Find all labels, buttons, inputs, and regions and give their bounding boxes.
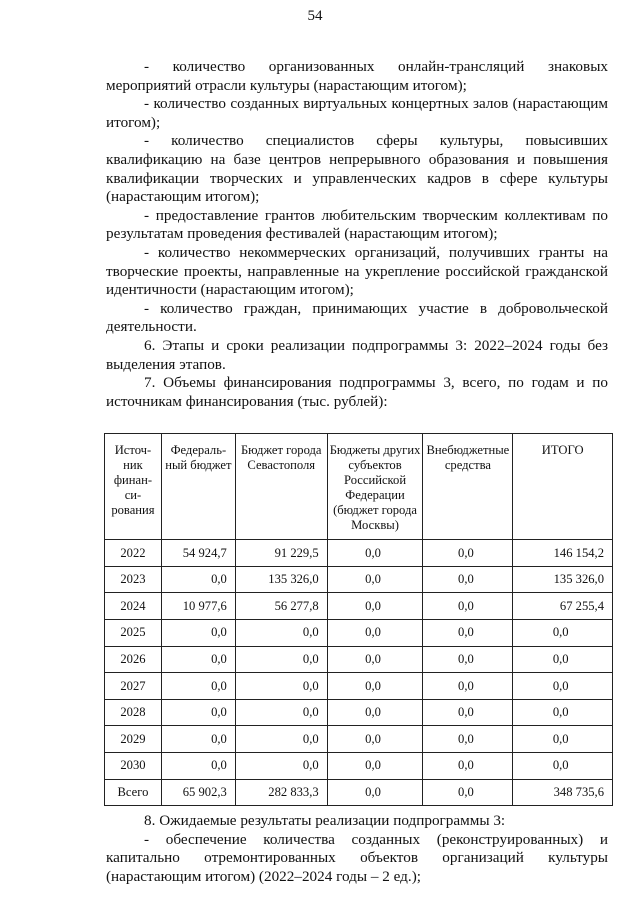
cell-sevastopol: 0,0 — [235, 620, 327, 647]
list-item-volunteers: - количество граждан, принимающих участие в добровольческой деятельности. — [106, 299, 608, 336]
table-row — [105, 673, 613, 700]
cell-total: 0,0 — [513, 673, 613, 700]
table-row — [105, 620, 613, 647]
header-source: Источ-ник финан-си-рования — [105, 434, 162, 540]
header-total: ИТОГО — [513, 434, 613, 540]
table-row — [105, 540, 613, 567]
document-body — [106, 58, 608, 887]
cell-other: 0,0 — [327, 646, 423, 673]
cell-total: 67 255,4 — [513, 593, 613, 620]
section-6-stages: 6. Этапы и сроки реализации подпрограммы 3: 2022–2024 годы без выделения этапов. — [106, 336, 608, 373]
cell-year: 2027 — [105, 673, 162, 700]
cell-other: 0,0 — [327, 753, 423, 780]
cell-federal: 0,0 — [161, 620, 235, 647]
cell-sevastopol: 0,0 — [235, 699, 327, 726]
cell-federal: 0,0 — [161, 673, 235, 700]
cell-total: 348 735,6 — [513, 779, 613, 806]
cell-federal: 0,0 — [161, 699, 235, 726]
cell-extrabudgetary: 0,0 — [423, 593, 513, 620]
cell-extrabudgetary: 0,0 — [423, 566, 513, 593]
cell-sevastopol: 0,0 — [235, 646, 327, 673]
cell-extrabudgetary: 0,0 — [423, 779, 513, 806]
cell-other: 0,0 — [327, 779, 423, 806]
list-item-virtual-concert-halls: - количество созданных виртуальных концертных залов (нарастающим итогом); — [106, 95, 608, 131]
cell-federal: 54 924,7 — [161, 540, 235, 567]
cell-other: 0,0 — [327, 673, 423, 700]
cell-extrabudgetary: 0,0 — [423, 620, 513, 647]
cell-extrabudgetary: 0,0 — [423, 540, 513, 567]
table-row — [105, 726, 613, 753]
cell-sevastopol: 0,0 — [235, 753, 327, 780]
list-item-qualified-specialists: - количество специалистов сферы культуры, повысивших квалификацию на базе центров непрерывного образования и повышения квалификации творческих и управленческих кадров в сфере культуры (нарастающим итогом); — [106, 132, 608, 206]
list-item-nonprofit-grants: - количество некоммерческих организаций, получивших гранты на творческие проекты, направленные на укрепление российской гражданской идентичности (нарастающим итогом); — [106, 243, 608, 299]
cell-total: 0,0 — [513, 646, 613, 673]
cell-total: 0,0 — [513, 753, 613, 780]
cell-federal: 65 902,3 — [161, 779, 235, 806]
header-other-subjects: Бюджеты других субъектов Российской Федерации (бюджет города Москвы) — [327, 434, 423, 540]
cell-total: 0,0 — [513, 620, 613, 647]
cell-total: 0,0 — [513, 726, 613, 753]
cell-other: 0,0 — [327, 540, 423, 567]
table-row — [105, 646, 613, 673]
table-row-total — [105, 779, 613, 806]
cell-federal: 0,0 — [161, 726, 235, 753]
list-item-online-broadcasts: - количество организованных онлайн-трансляций знаковых мероприятий отрасли культуры (нарастающим итогом); — [106, 58, 608, 94]
funding-table — [104, 433, 613, 806]
cell-year: 2024 — [105, 593, 162, 620]
cell-other: 0,0 — [327, 566, 423, 593]
cell-sevastopol: 91 229,5 — [235, 540, 327, 567]
cell-sevastopol: 0,0 — [235, 673, 327, 700]
table-row — [105, 699, 613, 726]
cell-year: Всего — [105, 779, 162, 806]
header-extrabudgetary: Внебюджетные средства — [423, 434, 513, 540]
cell-year: 2023 — [105, 566, 162, 593]
header-sevastopol: Бюджет города Севастополя — [235, 434, 327, 540]
cell-extrabudgetary: 0,0 — [423, 699, 513, 726]
page-number: 54 — [307, 8, 323, 24]
cell-federal: 0,0 — [161, 646, 235, 673]
table-row — [105, 566, 613, 593]
list-item-grants-amateur-groups: - предоставление грантов любительским творческим коллективам по результатам проведения фестивалей (нарастающим итогом); — [106, 206, 608, 243]
cell-federal: 10 977,6 — [161, 593, 235, 620]
cell-year: 2029 — [105, 726, 162, 753]
list-item-culture-objects: - обеспечение количества созданных (реконструированных) и капитально отремонтированных объектов организаций культуры (нарастающим итогом) (2022–2024 годы – 2 ед.); — [106, 830, 608, 885]
cell-federal: 0,0 — [161, 566, 235, 593]
cell-total: 135 326,0 — [513, 566, 613, 593]
header-federal: Федераль-ный бюджет — [161, 434, 235, 540]
cell-total: 0,0 — [513, 699, 613, 726]
cell-other: 0,0 — [327, 726, 423, 753]
cell-federal: 0,0 — [161, 753, 235, 780]
cell-sevastopol: 0,0 — [235, 726, 327, 753]
cell-extrabudgetary: 0,0 — [423, 646, 513, 673]
cell-other: 0,0 — [327, 620, 423, 647]
cell-other: 0,0 — [327, 699, 423, 726]
cell-other: 0,0 — [327, 593, 423, 620]
section-7-funding: 7. Объемы финансирования подпрограммы 3, всего, по годам и по источникам финансирования (тыс. рублей): — [106, 374, 608, 410]
cell-year: 2026 — [105, 646, 162, 673]
cell-extrabudgetary: 0,0 — [423, 753, 513, 780]
cell-extrabudgetary: 0,0 — [423, 726, 513, 753]
cell-sevastopol: 135 326,0 — [235, 566, 327, 593]
table-row — [105, 593, 613, 620]
cell-year: 2028 — [105, 699, 162, 726]
section-8-expected-results: 8. Ожидаемые результаты реализации подпрограммы 3: — [144, 812, 506, 830]
cell-year: 2025 — [105, 620, 162, 647]
cell-sevastopol: 282 833,3 — [235, 779, 327, 806]
table-header-row — [105, 434, 613, 540]
cell-extrabudgetary: 0,0 — [423, 673, 513, 700]
cell-year: 2030 — [105, 753, 162, 780]
cell-total: 146 154,2 — [513, 540, 613, 567]
table-row — [105, 753, 613, 780]
cell-sevastopol: 56 277,8 — [235, 593, 327, 620]
cell-year: 2022 — [105, 540, 162, 567]
